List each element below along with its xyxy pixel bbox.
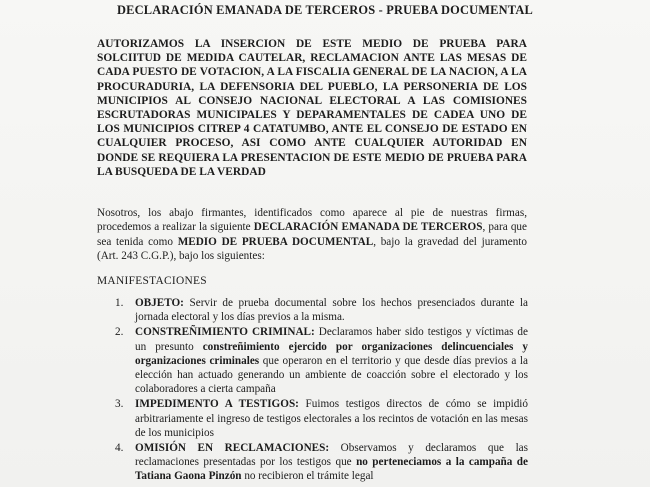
intro-bold-medio-prueba: MEDIO DE PRUEBA DOCUMENTAL [177,235,374,248]
list-item-label: OBJETO: [135,297,184,309]
list-item-label: OMISIÓN EN RECLAMACIONES: [135,442,330,455]
list-item-text: no recibieron el trámite legal [241,470,374,483]
authorization-paragraph: AUTORIZAMOS LA INSERCION DE ESTE MEDIO DE PRUEBA PARA SOLCIITUD DE MEDIDA CAUTELAR, RECLAMACION ANTE LAS MESAS DE CADA PUESTO DE VOTACION, A LA FISCALIA GENERAL DE LA NACION, A LA PROCURADURIA, LA DEFENSORIA DEL PUEBLO, LA PERSONERIA DE LOS MUNICIPIOS AL CONSEJO NACIONAL ELECTORAL A LAS COMISIONES ESCRUTADORAS MUNICIPALES Y DEPARAMENTALES DE CADEA UNO DE LOS MUNICIPIOS CITREP 4 CATATUMBO, ANTE EL CONSEJO DE ESTADO EN CUALQUIER PROCESO, ASI COMO ANTE CUALQUIER AUTORIDAD EN DONDE SE REQUIERA LA PRESENTACION DE ESTE MEDIO DE PRUEBA PARA LA BUSQUEDA DE LA VERDAD [97,38,527,178]
list-item-number: 2. [115,326,124,339]
list-item-label: CONSTREÑIMIENTO CRIMINAL: [135,326,315,339]
list-item-text: que operaron en el territorio y que desde días previos a la elección han actuado generando un ambiente de coacción sobre el electorado y los colaboradores a cierta campaña [135,354,528,396]
list-item-number: 3. [115,398,124,411]
list-item-objeto [115,296,528,324]
list-item-label: IMPEDIMENTO A TESTIGOS: [135,398,299,411]
list-item-number: 1. [115,297,124,309]
intro-text-2: , para que sea tenida como [97,221,527,248]
intro-paragraph [97,206,527,264]
list-item-text: Observamos y declaramos que las reclamaciones presentadas por los testigos que [135,442,529,469]
intro-text-1: Nosotros, los abajo firmantes, identificados como aparece al pie de nuestras firmas, procedemos a realizar la siguiente [97,207,527,234]
intro-bold-declaracion: DECLARACIÓN EMANADA DE TERCEROS [253,221,483,234]
document-title: DECLARACIÓN EMANADA DE TERCEROS - PRUEBA DOCUMENTAL [117,3,533,17]
list-item-constrenimiento [115,325,528,396]
list-item-bold-text: constreñimiento ejercido por organizaciones delincuenciales y organizaciones criminales [135,340,528,367]
list-item-omision [115,441,528,484]
list-item-text: Declaramos haber sido testigos y víctimas de un presunto [135,326,528,353]
intro-text-3: , bajo la gravedad del juramento (Art. 243 C.G.P.), bajo los siguientes: [97,235,528,263]
manifestaciones-list [115,296,528,485]
list-item-impedimento [115,397,528,440]
list-item-text: Fuimos testigos directos de cómo se impidió arbitrariamente el ingreso de testigos electorales a los recintos de votación en las mesas de los municipios [135,398,528,439]
section-heading-manifestaciones: MANIFESTACIONES [97,275,207,287]
list-item-bold-text: no perteneciamos a la campaña de Tatiana Gaona Pinzón [135,456,528,483]
list-item-number: 4. [115,442,124,455]
list-item-text: Servir de prueba documental sobre los hechos presenciados durante la jornada electoral y los días previos a la misma. [135,297,528,324]
